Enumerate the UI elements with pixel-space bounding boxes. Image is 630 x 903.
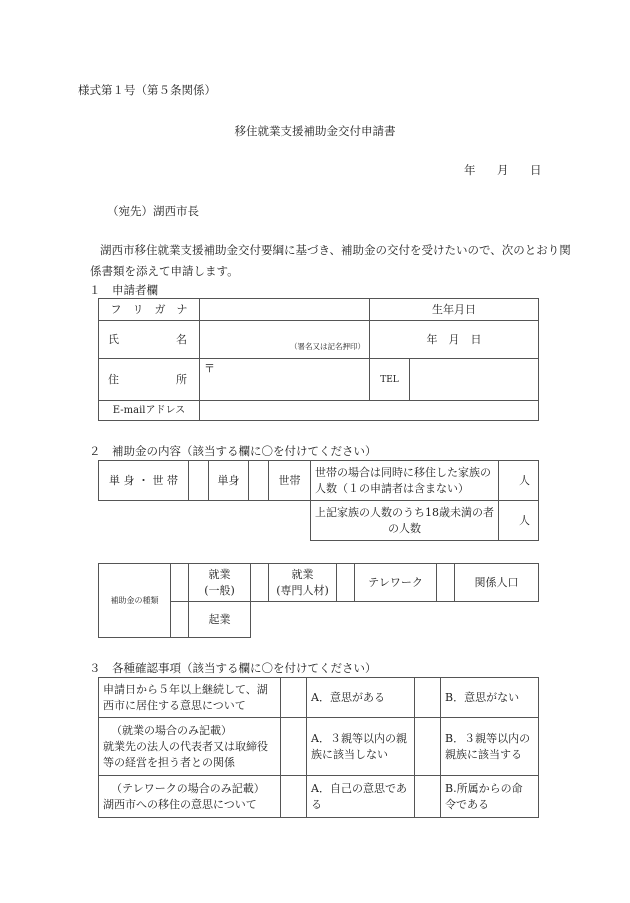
name-label-1: 氏 bbox=[108, 332, 119, 346]
option-b-2 bbox=[441, 718, 539, 776]
single-check[interactable] bbox=[189, 461, 209, 501]
related-population-check[interactable] bbox=[437, 564, 455, 602]
question-1-line-2: 西市に居住する意思について bbox=[103, 698, 246, 712]
name-label bbox=[99, 321, 200, 359]
confirmation-row bbox=[99, 776, 539, 818]
option-a-1: A．意思がある bbox=[307, 678, 415, 718]
option-a-check-3[interactable] bbox=[281, 776, 307, 818]
form-number: 様式第１号（第５条関係） bbox=[78, 83, 216, 97]
under18-field[interactable] bbox=[499, 501, 539, 541]
birthdate-header: 生年月日 bbox=[370, 299, 539, 321]
option-a-2-line-2: 族に該当しない bbox=[311, 747, 388, 761]
intro-line-1: 湖西市移住就業支援補助金交付要綱に基づき、補助金の交付を受けたいので、次のとおり関 bbox=[100, 243, 571, 257]
employment-general-label bbox=[189, 564, 251, 602]
option-b-check-2[interactable] bbox=[415, 718, 441, 776]
form-title: 移住就業支援補助金交付申請書 bbox=[234, 124, 396, 138]
employment-general-line-2: (一般) bbox=[204, 583, 235, 597]
option-b-check-3[interactable] bbox=[415, 776, 441, 818]
telework-label: テレワーク bbox=[355, 564, 437, 602]
question-3-line-2: 湖西市への移住の意思について bbox=[103, 797, 257, 811]
option-a-3-line-2: る bbox=[311, 797, 322, 811]
option-b-3-line-1: B.所属からの命 bbox=[445, 781, 523, 795]
section2-heading: ２ 補助金の内容（該当する欄に〇を付けてください） bbox=[89, 444, 377, 458]
email-label: E-mailアドレス bbox=[99, 401, 200, 421]
question-3-line-1: （テレワークの場合のみ記載） bbox=[111, 781, 265, 795]
subsidy-type-table bbox=[98, 563, 539, 638]
option-a-3-line-1: A．自己の意思であ bbox=[311, 781, 407, 795]
question-2-line-1: （就業の場合のみ記載） bbox=[111, 723, 232, 737]
subsidy-content-table bbox=[98, 460, 539, 541]
household-label: 世帯 bbox=[269, 461, 311, 501]
intro-line-2: 係書類を添えて申請します。 bbox=[90, 264, 239, 278]
family-count-line-2: 人数（１の申請者は含まない） bbox=[315, 481, 469, 495]
address-label-1: 住 bbox=[108, 372, 119, 386]
option-a-3 bbox=[307, 776, 415, 818]
question-2-line-3: 等の経営を担う者との関係 bbox=[103, 755, 235, 769]
employment-special-line-2: (専門人材) bbox=[276, 583, 329, 597]
question-1 bbox=[99, 678, 281, 718]
option-b-check-1[interactable] bbox=[415, 678, 441, 718]
name-label-2: 名 bbox=[176, 332, 187, 346]
family-count-line-1: 世帯の場合は同時に移住した家族の bbox=[315, 465, 491, 479]
question-2-line-2: 就業先の法人の代表者又は取締役 bbox=[103, 739, 268, 753]
email-field[interactable] bbox=[200, 401, 539, 421]
family-count-unit: 人 bbox=[519, 473, 530, 487]
date-month: 月 bbox=[497, 163, 509, 177]
name-field[interactable] bbox=[200, 321, 370, 359]
signature-note: （署名又は記名押印） bbox=[290, 342, 365, 351]
question-2 bbox=[99, 718, 281, 776]
section3-heading: ３ 各種確認事項（該当する欄に〇を付けてください） bbox=[89, 661, 377, 675]
postal-mark: 〒 bbox=[204, 362, 215, 375]
option-a-check-1[interactable] bbox=[281, 678, 307, 718]
option-b-2-line-1: B．３親等以内の bbox=[445, 731, 531, 745]
startup-check[interactable] bbox=[171, 602, 189, 638]
under18-unit: 人 bbox=[519, 513, 530, 527]
birthdate-field[interactable]: 年 月 日 bbox=[370, 321, 539, 359]
address-label-2: 所 bbox=[176, 372, 187, 386]
under18-line-1: 上記家族の人数のうち18歳未満の者 bbox=[315, 505, 494, 519]
date-year: 年 bbox=[464, 163, 476, 177]
confirmation-table bbox=[98, 677, 539, 818]
employment-special-check[interactable] bbox=[251, 564, 269, 602]
employment-general-line-1: 就業 bbox=[208, 567, 231, 581]
option-a-check-2[interactable] bbox=[281, 718, 307, 776]
blank-cell bbox=[251, 602, 539, 638]
employment-special-label bbox=[269, 564, 337, 602]
telework-check[interactable] bbox=[337, 564, 355, 602]
address-label bbox=[99, 359, 200, 401]
startup-label: 起業 bbox=[189, 602, 251, 638]
furigana-field[interactable] bbox=[200, 299, 370, 321]
address-field[interactable] bbox=[200, 359, 370, 401]
blank-cell bbox=[99, 501, 311, 541]
furigana-label: フ リ ガ ナ bbox=[99, 299, 200, 321]
employment-special-line-1: 就業 bbox=[291, 567, 314, 581]
option-b-3 bbox=[441, 776, 539, 818]
option-b-2-line-2: 親族に該当する bbox=[445, 747, 522, 761]
option-a-2-line-1: A．３親等以内の親 bbox=[311, 731, 407, 745]
question-1-line-1: 申請日から５年以上継続して、湖 bbox=[103, 682, 268, 696]
option-a-2 bbox=[307, 718, 415, 776]
family-count-label bbox=[311, 461, 499, 501]
addressee: （宛先）湖西市長 bbox=[107, 204, 199, 218]
employment-general-check[interactable] bbox=[171, 564, 189, 602]
applicant-table bbox=[98, 298, 539, 421]
single-label: 単身 bbox=[209, 461, 249, 501]
option-b-3-line-2: 令である bbox=[445, 797, 489, 811]
tel-field[interactable] bbox=[410, 359, 539, 401]
option-b-1: B．意思がない bbox=[441, 678, 539, 718]
household-check[interactable] bbox=[249, 461, 269, 501]
under18-label bbox=[311, 501, 499, 541]
confirmation-row bbox=[99, 678, 539, 718]
family-count-field[interactable] bbox=[499, 461, 539, 501]
subsidy-type-label: 補助金の種類 bbox=[99, 564, 171, 638]
question-3 bbox=[99, 776, 281, 818]
date-day: 日 bbox=[530, 163, 542, 177]
related-population-label: 関係人口 bbox=[455, 564, 539, 602]
confirmation-row bbox=[99, 718, 539, 776]
section1-heading: １ 申請者欄 bbox=[89, 283, 158, 297]
single-household-label: 単 身 ・ 世 帯 bbox=[99, 461, 189, 501]
tel-label: TEL bbox=[370, 359, 410, 401]
under18-line-2: の人数 bbox=[388, 521, 421, 535]
